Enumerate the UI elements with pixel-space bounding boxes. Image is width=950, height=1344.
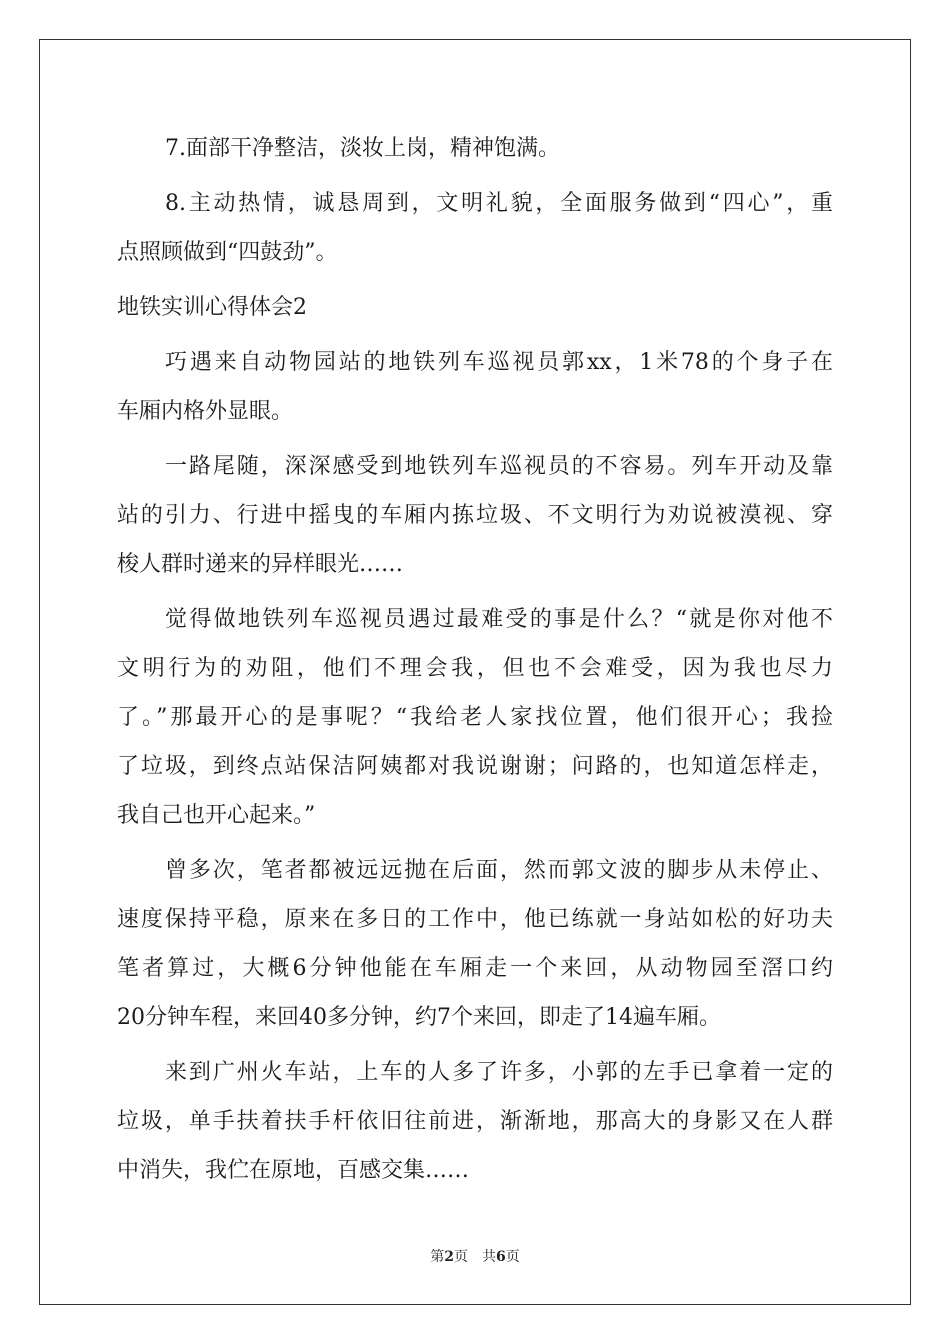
text-line: 一路尾随，深深感受到地铁列车巡视员的不容易。列车开动及靠 [165,454,833,479]
paragraph-7 [117,1048,833,1195]
text-line: 中消失，我伫在原地，百感交集…… [117,1158,470,1183]
paragraph-1 [117,124,833,173]
text-line: 8.主动热情，诚恳周到，文明礼貌，全面服务做到“四心”，重 [165,191,833,216]
paragraph-4 [117,442,833,589]
text-line: 20分钟车程，来回40多分钟，约7个来回，即走了14遍车厢。 [117,1005,721,1030]
text-line: 文明行为的劝阻，他们不理会我，但也不会难受，因为我也尽力 [117,656,833,681]
text-line: 笔者算过，大概6分钟他能在车厢走一个来回，从动物园至滘口约 [117,956,833,981]
page-prefix: 第 [430,1249,445,1265]
text-line: 梭人群时递来的异样眼光…… [117,552,404,577]
text-line: 来到广州火车站，上车的人多了许多，小郭的左手已拿着一定的 [165,1060,833,1085]
section-heading [117,283,833,332]
paragraph-6 [117,846,833,1042]
text-line: 站的引力、行进中摇曳的车厢内拣垃圾、不文明行为劝说被漠视、穿 [117,503,833,528]
document-body [117,124,833,1201]
text-line: 我自己也开心起来。” [117,803,316,828]
text-line: 垃圾，单手扶着扶手杆依旧往前进，渐渐地，那高大的身影又在人群 [117,1109,833,1134]
text-line: 点照顾做到“四鼓劲”。 [117,240,338,265]
total-suffix: 页 [505,1249,520,1265]
page-suffix: 页 [454,1249,468,1265]
text-line: 曾多次，笔者都被远远抛在后面，然而郭文波的脚步从未停止、 [165,858,833,883]
text-line: 了垃圾，到终点站保洁阿姨都对我说谢谢；问路的，也知道怎样走， [117,754,833,779]
page-footer [0,1246,950,1266]
page-number: 2 [444,1249,454,1265]
text-line: 7.面部干净整洁，淡妆上岗，精神饱满。 [165,136,560,161]
text-line: 觉得做地铁列车巡视员遇过最难受的事是什么？“就是你对他不 [165,607,833,632]
text-line: 巧遇来自动物园站的地铁列车巡视员郭xx，1米78的个身子在 [165,350,833,375]
paragraph-5 [117,595,833,840]
paragraph-2 [117,179,833,277]
heading-text: 地铁实训心得体会2 [117,295,307,320]
total-prefix: 共 [482,1249,496,1265]
total-pages: 6 [496,1249,506,1265]
text-line: 了。”那最开心的是事呢？“我给老人家找位置，他们很开心；我捡 [117,705,833,730]
paragraph-3 [117,338,833,436]
text-line: 速度保持平稳，原来在多日的工作中，他已练就一身站如松的好功夫 [117,907,833,932]
text-line: 车厢内格外显眼。 [117,399,294,424]
